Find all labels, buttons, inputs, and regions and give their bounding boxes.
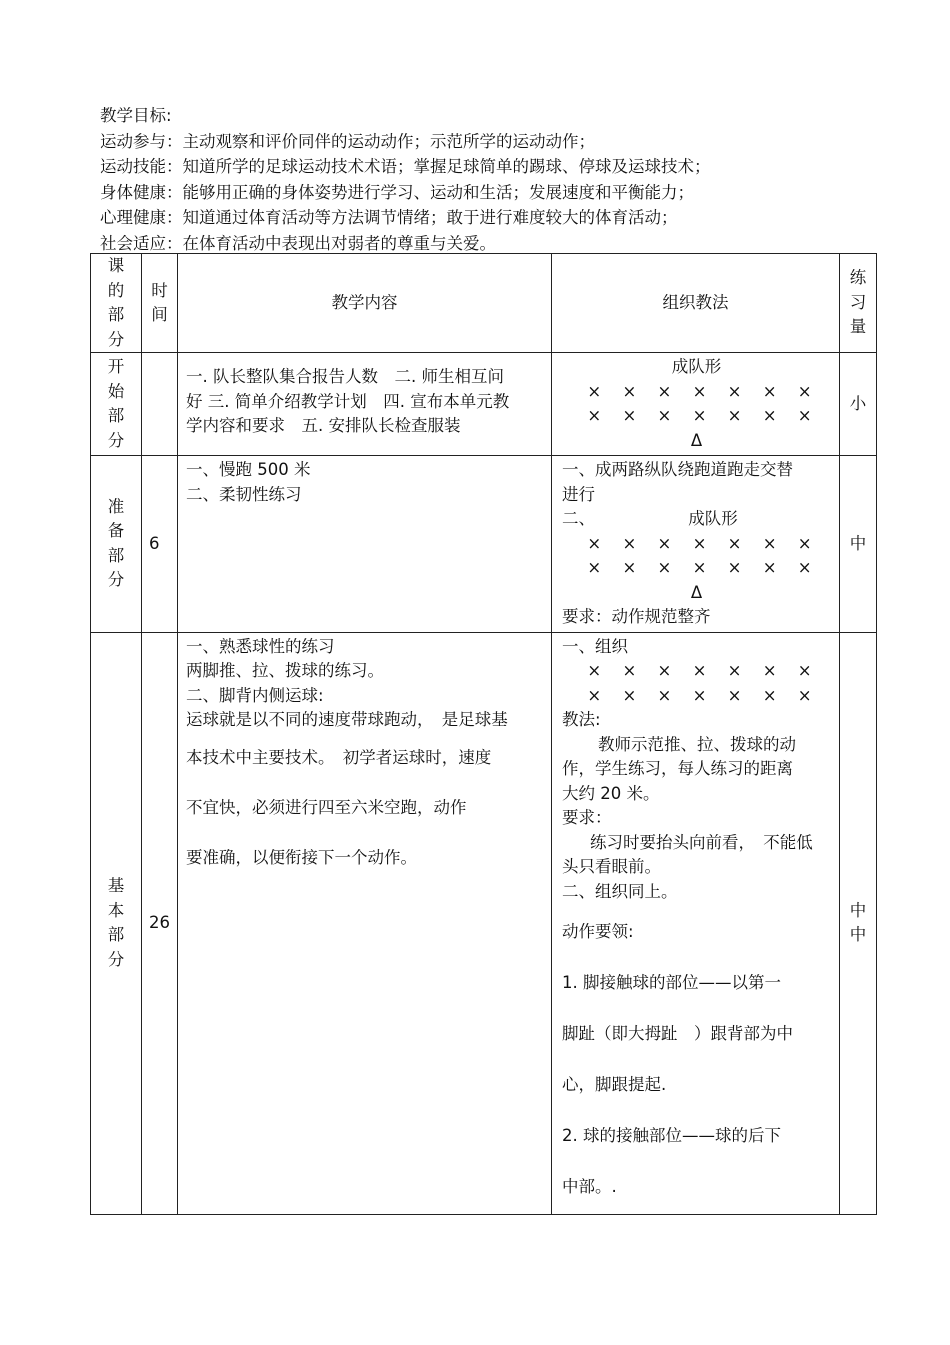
row-time <box>142 353 178 456</box>
header-amount: 练习量 <box>840 254 877 353</box>
row-content: 一. 队长整队集合报告人数 二. 师生相互问 好 三. 简单介绍教学计划 四. 宣布本单元教 学内容和要求 五. 安排队长检查服装 <box>178 353 552 456</box>
row-amount: 小 <box>840 353 877 456</box>
teacher-marker: Δ <box>690 582 703 602</box>
table-row <box>91 353 877 456</box>
goal-item: 心理健康：知道通过体育活动等方法调节情绪；敢于进行难度较大的体育活动； <box>100 208 678 227</box>
table-header-row <box>91 254 877 353</box>
row-part: 开始部分 <box>91 353 142 456</box>
row-method: 成队形 × × × × × × × × × × × × × × Δ <box>552 353 840 456</box>
goal-item: 身体健康：能够用正确的身体姿势进行学习、运动和生活；发展速度和平衡能力； <box>100 182 694 202</box>
goal-item: 运动参与：主动观察和评价同伴的运动动作；示范所学的运动动作； <box>100 131 595 151</box>
formation-row: × × × × × × × <box>587 685 820 705</box>
row-method: 一、成两路纵队绕跑道跑走交替 进行 二、 成队形 × × × × × × × × × × × × × × Δ 要求：动作规范整齐 <box>552 456 840 633</box>
row-time: 6 <box>142 456 178 633</box>
row-part: 基本部分 <box>91 632 142 1215</box>
header-content: 教学内容 <box>178 254 552 353</box>
teacher-marker: Δ <box>690 430 703 450</box>
header-time: 时间 <box>142 254 178 353</box>
goal-item: 运动技能：知道所学的足球运动技术术语；掌握足球简单的踢球、停球及运球技术； <box>100 157 711 176</box>
row-amount: 中 <box>840 456 877 633</box>
row-method: 一、组织 × × × × × × × × × × × × × × 教法: 教师示范推、拉、拨球的动 作，学生练习，每人练习的距离 大约 20 米。 要求： 练习时要抬头向前看， 不能低 头只看眼前。 二、组织同上。 动作要领: 1. 脚接触球的部位——以第一 脚趾（即大拇趾 ）跟背部为中 心，脚跟提起. 2. 球的接触部位——球的后下 中部。. <box>552 632 840 1215</box>
row-amount: 中中 <box>840 632 877 1215</box>
goals-heading: 教学目标: <box>100 106 172 125</box>
header-part: 课的部分 <box>91 254 142 353</box>
formation-row: × × × × × × × <box>587 661 820 680</box>
table-row <box>91 456 877 633</box>
goal-item: 社会适应：在体育活动中表现出对弱者的尊重与关爱。 <box>100 233 496 253</box>
formation-row: × × × × × × × <box>587 381 820 401</box>
formation-row: × × × × × × × <box>587 406 820 425</box>
header-method: 组织教法 <box>552 254 840 353</box>
formation-row: × × × × × × × <box>587 558 820 577</box>
row-content: 一、慢跑 500 米 二、柔韧性练习 <box>178 456 552 633</box>
row-part: 准备部分 <box>91 456 142 633</box>
teaching-goals <box>100 103 711 256</box>
row-content: 一、熟悉球性的练习 两脚推、拉、拨球的练习。 二、脚背内侧运球: 运球就是以不同的速度带球跑动， 是足球基 本技术中主要技术。 初学者运球时，速度 不宜快，必须进行四至六米空跑，动作 要准确，以便衔接下一个动作。 <box>178 632 552 1215</box>
formation-row: × × × × × × × <box>587 533 820 553</box>
lesson-plan-table <box>90 253 877 1215</box>
table-row <box>91 632 877 1215</box>
row-time: 26 <box>142 632 178 1215</box>
